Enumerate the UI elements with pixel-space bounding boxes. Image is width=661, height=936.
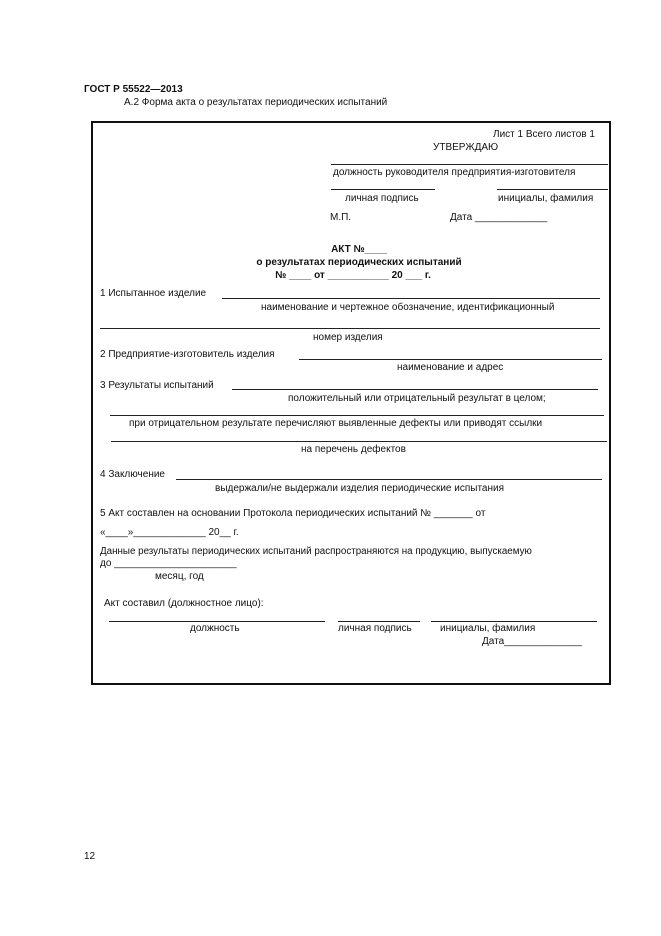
approve-label: УТВЕРЖДАЮ [433,142,499,153]
act-title: АКТ №____ [331,244,387,255]
signature-line [331,189,435,190]
item3-line3 [111,441,607,442]
bottom-date-label: Дата______________ [482,636,583,647]
position-caption: должность руководителя предприятия-изготовителя [333,167,576,178]
act-number-line: № ____ от ___________ 20 ___ г. [275,270,431,281]
item4-label: 4 Заключение [100,469,165,480]
stamp-label: М.П. [330,212,352,223]
item4-line [176,479,602,480]
signature-caption: личная подпись [345,193,419,204]
standard-code: ГОСТ Р 55522—2013 [84,84,183,95]
item3-caption3: на перечень дефектов [301,444,406,455]
item2-label: 2 Предприятие-изготовитель изделия [100,349,275,360]
item5-line1: 5 Акт составлен на основании Протокола периодических испытаний № _______ от [100,508,486,519]
bottom-position-line [109,621,325,622]
position-line [331,164,608,165]
spread-caption: месяц, год [155,571,204,582]
act-subtitle: о результатах периодических испытаний [256,257,462,268]
bottom-initials-caption: инициалы, фамилия [440,623,536,634]
bottom-signature-caption: личная подпись [338,623,412,634]
item1-line2 [100,328,600,329]
item3-caption2: при отрицательном результате перечисляют выявленные дефекты или приводят ссылки [129,418,543,429]
form-heading: А.2 Форма акта о результатах периодических испытаний [124,97,388,108]
item3-line [232,389,598,390]
item4-caption: выдержали/не выдержали изделия периодические испытания [215,483,505,494]
spread-line2: до ______________________ [100,558,237,569]
approve-date-label: Дата _____________ [450,212,548,223]
item1-line [222,298,600,299]
item1-caption: наименование и чертежное обозначение, идентификационный [261,302,555,313]
item1-caption2: номер изделия [313,332,383,343]
page-number: 12 [84,851,96,862]
item3-line2 [110,415,604,416]
composed-by-label: Акт составил (должностное лицо): [104,598,264,609]
item2-line [299,359,602,360]
bottom-initials-line [431,621,597,622]
spread-line1: Данные результаты периодических испытаний распространяются на продукцию, выпускаемую [100,546,532,557]
item5-line2: «____»_____________ 20__ г. [100,527,239,538]
item2-caption: наименование и адрес [397,362,504,373]
item3-caption: положительный или отрицательный результат в целом; [288,393,546,404]
bottom-signature-line [338,621,420,622]
initials-line [497,189,608,190]
item1-label: 1 Испытанное изделие [100,288,207,299]
sheet-count: Лист 1 Всего листов 1 [493,129,595,140]
item3-label: 3 Результаты испытаний [100,380,214,391]
bottom-position-caption: должность [190,623,240,634]
initials-caption: инициалы, фамилия [498,193,594,204]
